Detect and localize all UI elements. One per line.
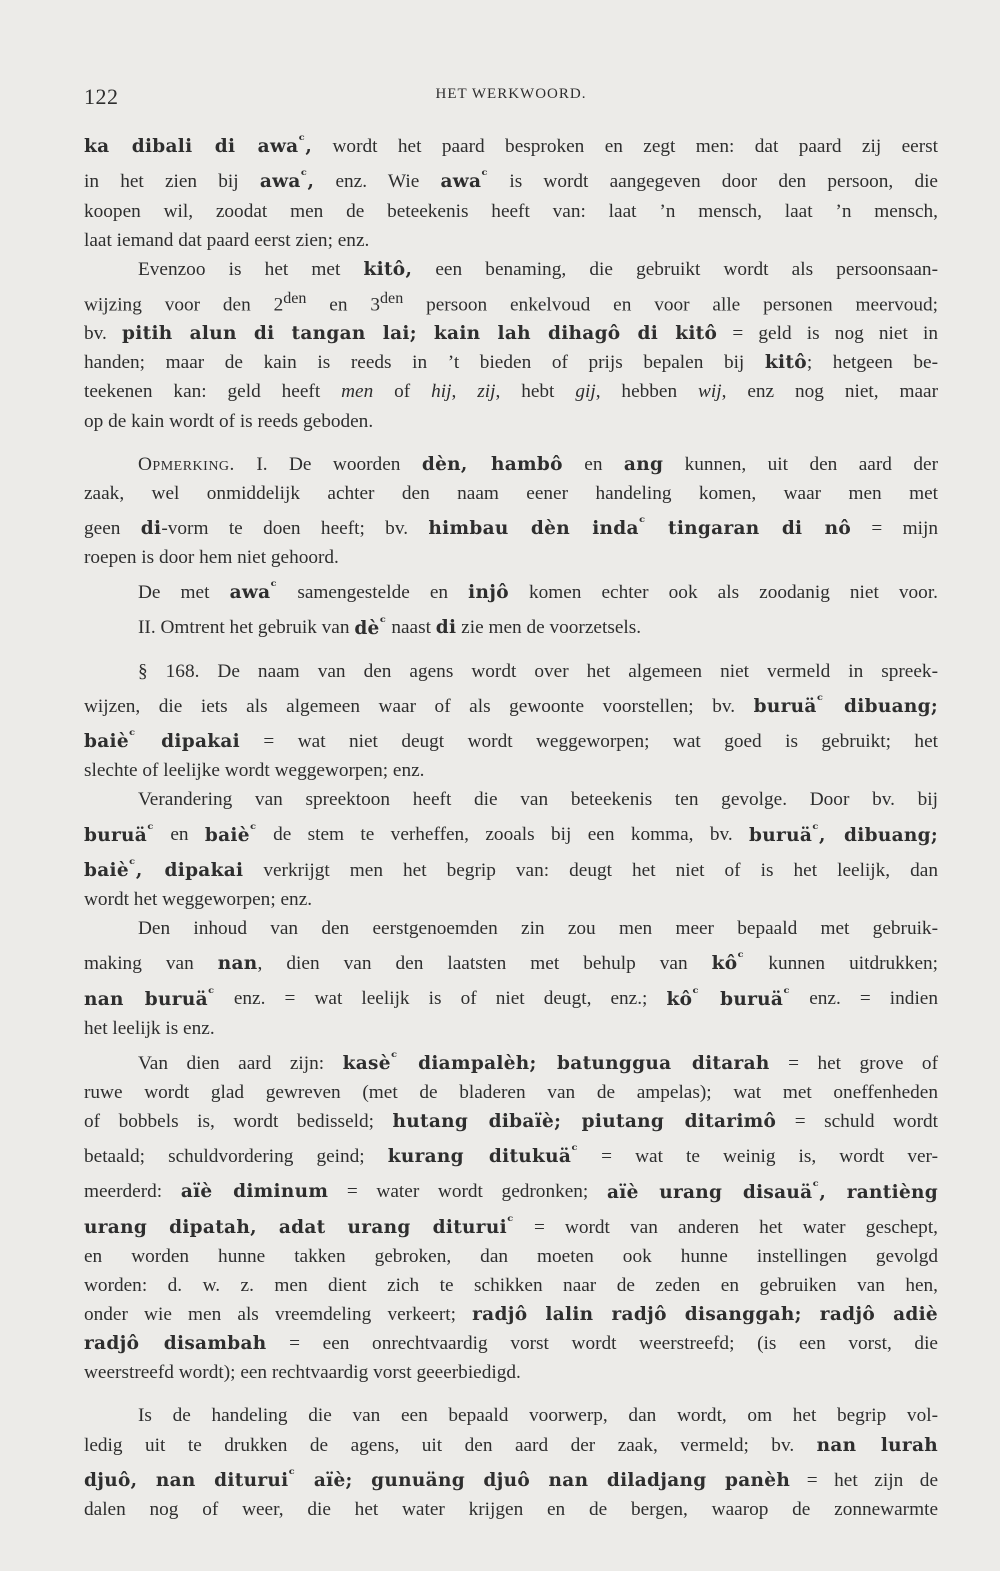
paragraph-gap bbox=[84, 436, 938, 450]
paragraph-gap bbox=[84, 643, 938, 657]
text-line: laat iemand dat paard eerst zien; enz. bbox=[84, 229, 370, 251]
text-line: § 168. De naam van den agens wordt over het algemeen niet vermeld in spreek- bbox=[138, 660, 938, 682]
text-line: Den inhoud van den eerstgenoemden zin zou men meer bepaald met gebruik- bbox=[138, 918, 938, 940]
body-text bbox=[84, 126, 938, 1524]
running-title: HET WERKWOORD. bbox=[435, 86, 587, 102]
text-line: De met awa$^ᶜ$ samengestelde en injô komen echter ook als zoodanig niet voor. bbox=[138, 577, 939, 604]
text-line: koopen wil, zoodat men de beteekenis heeft van: laat ’n mensch, laat ’n mensch, bbox=[84, 200, 938, 222]
text-line: roepen is door hem niet gehoord. bbox=[84, 547, 339, 569]
text-line: Opmerking. I. De woorden dèn, hambô en ang kunnen, uit den aard der bbox=[138, 453, 938, 475]
text-line: meerderd: aïè diminum = water wordt gedronken; aïè urang disauä$^ᶜ$, rantièng bbox=[84, 1176, 939, 1203]
text-line: geen di-vorm te doen heeft; bv. himbau dèn inda$^ᶜ$ tingaran di nô = mijn bbox=[84, 512, 939, 540]
text-line: baiè$^ᶜ$ dipakai = wat niet deugt wordt weggeworpen; wat goed is gebruikt; het bbox=[84, 726, 938, 753]
text-line: ledig uit te drukken de agens, uit den aard der zaak, vermeld; bv. nan lurah bbox=[84, 1434, 938, 1456]
text-line: onder wie men als vreemdeling verkeert; radjô lalin radjô disanggah; radjô adiè bbox=[84, 1304, 938, 1326]
text-line: baiè$^ᶜ$, dipakai verkrijgt men het begrip van: deugt het niet of is het leelijk, dan bbox=[84, 854, 938, 881]
text-line: teekenen kan: geld heeft men of hij, zij, hebt gij, hebben wij, enz nog niet, maar bbox=[84, 381, 939, 403]
text-line: dalen nog of weer, die het water krijgen en de bergen, waarop de zonnewarmte bbox=[84, 1498, 938, 1520]
text-line: betaald; schuldvordering geind; kurang ditukuä$^ᶜ$ = wat te weinig is, wordt ver- bbox=[84, 1141, 938, 1168]
text-line: Is de handeling die van een bepaald voorwerp, dan wordt, om het begrip vol- bbox=[138, 1405, 938, 1427]
text-line: bv. pitih alun di tangan lai; kain lah dihagô di kitô = geld is nog niet in bbox=[84, 323, 938, 345]
text-line: het leelijk is enz. bbox=[84, 1017, 215, 1039]
text-line: urang dipatah, adat urang diturui$^ᶜ$ = wordt van anderen het water geschept, bbox=[84, 1211, 938, 1238]
text-line: in het zien bij awa$^ᶜ$, enz. Wie awa$^ᶜ$ is wordt aangegeven door den persoon, die bbox=[84, 166, 938, 193]
paragraph-gap bbox=[84, 1387, 938, 1401]
text-line: II. Omtrent het gebruik van $dè^ᶜ$ naast di zie men de voorzetsels. bbox=[138, 612, 642, 639]
text-line: buruä$^ᶜ$ en baiè$^ᶜ$ de stem te verheffen, zooals bij een komma, bv. buruä$^ᶜ$, dibuang; bbox=[84, 819, 938, 846]
text-line: Verandering van spreektoon heeft die van beteekenis ten gevolge. Door bv. bij bbox=[138, 789, 938, 811]
page-header bbox=[84, 84, 938, 114]
text-line: weerstreefd wordt); een rechtvaardig vorst geeerbiedigd. bbox=[84, 1362, 521, 1384]
text-line: worden: d. w. z. men dient zich te schikken naar de zeden en gebruiken van hen, bbox=[84, 1275, 938, 1297]
text-line: handen; maar de kain is reeds in ’t bieden of prijs bepalen bij kitô; hetgeen be- bbox=[84, 352, 938, 374]
text-line: nan buruä$^ᶜ$ enz. = wat leelijk is of niet deugt, enz.; $kô^ᶜ$ buruä$^ᶜ$ enz. = indien bbox=[84, 983, 938, 1010]
text-line: en worden hunne takken gebroken, dan moeten ook hunne instellingen gevolgd bbox=[84, 1245, 938, 1267]
text-line: making van nan, dien van den laatsten met behulp van $kô^ᶜ$ kunnen uitdrukken; bbox=[84, 948, 938, 975]
text-line: Van dien aard zijn: kasè$^ᶜ$ diampalèh; batunggua ditarah = het grove of bbox=[138, 1047, 938, 1074]
text-line: radjô disambah = een onrechtvaardig vorst wordt weerstreefd; (is een vorst, die bbox=[84, 1333, 938, 1355]
text-line: wijzing voor den $2^{den}$ en $3^{den}$ persoon enkelvoud en voor alle personen meervoud; bbox=[84, 289, 939, 316]
page-number: 122 bbox=[84, 84, 119, 109]
text-line: ka dibali di awa$^ᶜ$, wordt het paard besproken en zegt men: dat paard zij eerst bbox=[84, 131, 938, 158]
text-line: slechte of leelijke wordt weggeworpen; enz. bbox=[84, 760, 425, 782]
text-line: ruwe wordt glad gewreven (met de bladeren van de ampelas); wat met oneffenheden bbox=[84, 1082, 938, 1104]
text-line: zaak, wel onmiddelijk achter den naam eener handeling komen, waar men met bbox=[84, 482, 938, 504]
text-line: wordt het weggeworpen; enz. bbox=[84, 888, 313, 910]
text-line: djuô, nan diturui$^ᶜ$ aïè; gunuäng djuô nan diladjang panèh = het zijn de bbox=[84, 1464, 938, 1491]
text-line: of bobbels is, wordt bedisseld; hutang dibaïè; piutang ditarimô = schuld wordt bbox=[84, 1111, 938, 1133]
text-line: op de kain wordt of is reeds geboden. bbox=[84, 410, 374, 432]
text-line: wijzen, die iets als algemeen waar of als gewoonte voorstellen; bv. buruä$^ᶜ$ dibuang; bbox=[84, 690, 938, 717]
text-line: Evenzoo is het met kitô, een benaming, die gebruikt wordt als persoonsaan- bbox=[138, 258, 938, 280]
